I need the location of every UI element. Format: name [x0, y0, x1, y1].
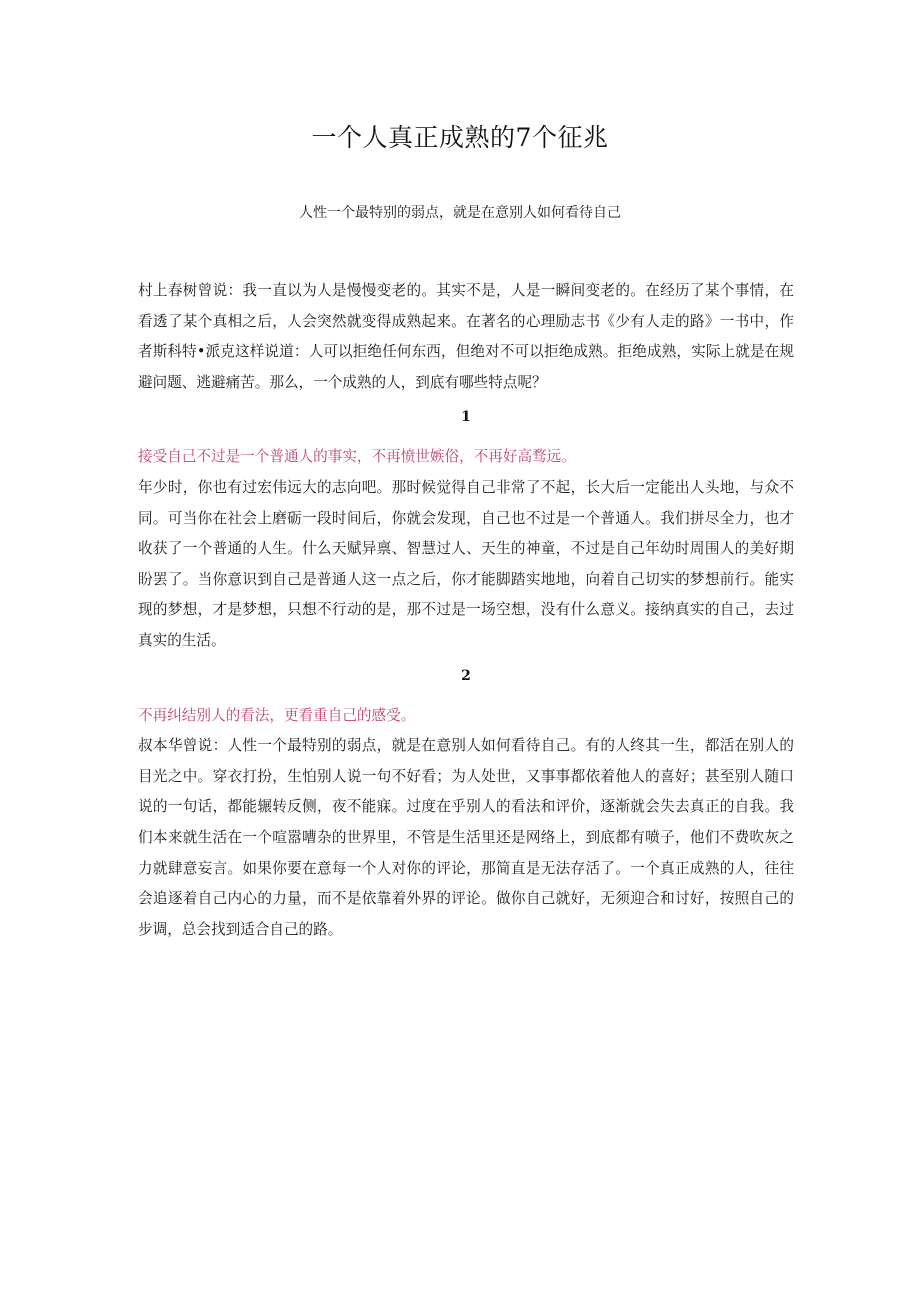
document-subtitle: 人性一个最特别的弱点，就是在意别人如何看待自己 — [299, 205, 621, 221]
section-number: 1 — [461, 409, 471, 426]
section-heading: 不再纠结别人的看法，更看重自己的感受。 — [138, 706, 416, 724]
section-heading: 接受自己不过是一个普通人的事实，不再愤世嫉俗，不再好高骛远。 — [138, 448, 576, 466]
section-number: 2 — [461, 667, 471, 684]
section-paragraph: 年少时，你也有过宏伟远大的志向吧。那时候觉得自己非常了不起，长大后一定能出人头地，与众不同。可当你在社会上磨砺一段时间后，你就会发现，自己也不过是一个普通人。我们拼尽全力，也才收获了一个普通的人生。什么天赋异禀、智慧过人、天生的神童，不过是自己年幼时周围人的美好期盼罢了。当你意识到自己是普通人这一点之后，你才能脚踏实地地，向着自己切实的梦想前行。能实现的梦想，才是梦想，只想不行动的是，那不过是一场空想，没有什么意义。接纳真实的自己，去过真实的生活。 — [138, 478, 794, 649]
document-title: 一个人真正成熟的7个征兆 — [311, 123, 609, 152]
section-paragraph: 叔本华曾说：人性一个最特别的弱点，就是在意别人如何看待自己。有的人终其一生，都活在别人的目光之中。穿衣打扮，生怕别人说一句不好看；为人处世，又事事都依着他人的喜好；甚至别人随口说的一句话，都能辗转反侧，夜不能寐。过度在乎别人的看法和评价，逐渐就会失去真正的自我。我们本来就生活在一个喧嚣嘈杂的世界里，不管是生活里还是网络上，到底都有喷子，他们不费吹灰之力就肆意妄言。如果你要在意每一个人对你的评论，那简直是无法存活了。一个真正成熟的人，往往会追逐着自己内心的力量，而不是依靠着外界的评论。做你自己就好，无须迎合和讨好，按照自己的步调，总会找到适合自己的路。 — [138, 737, 794, 938]
intro-paragraph: 村上春树曾说：我一直以为人是慢慢变老的。其实不是，人是一瞬间变老的。在经历了某个事情，在看透了某个真相之后，人会突然就变得成熟起来。在著名的心理励志书《少有人走的路》一书中，作者斯科特•派克这样说道：人可以拒绝任何东西，但绝对不可以拒绝成熟。拒绝成熟，实际上就是在规避问题、逃避痛苦。那么，一个成熟的人，到底有哪些特点呢？ — [138, 282, 794, 391]
section-2 — [138, 657, 794, 946]
document-body — [138, 276, 794, 945]
section-1 — [138, 398, 794, 656]
